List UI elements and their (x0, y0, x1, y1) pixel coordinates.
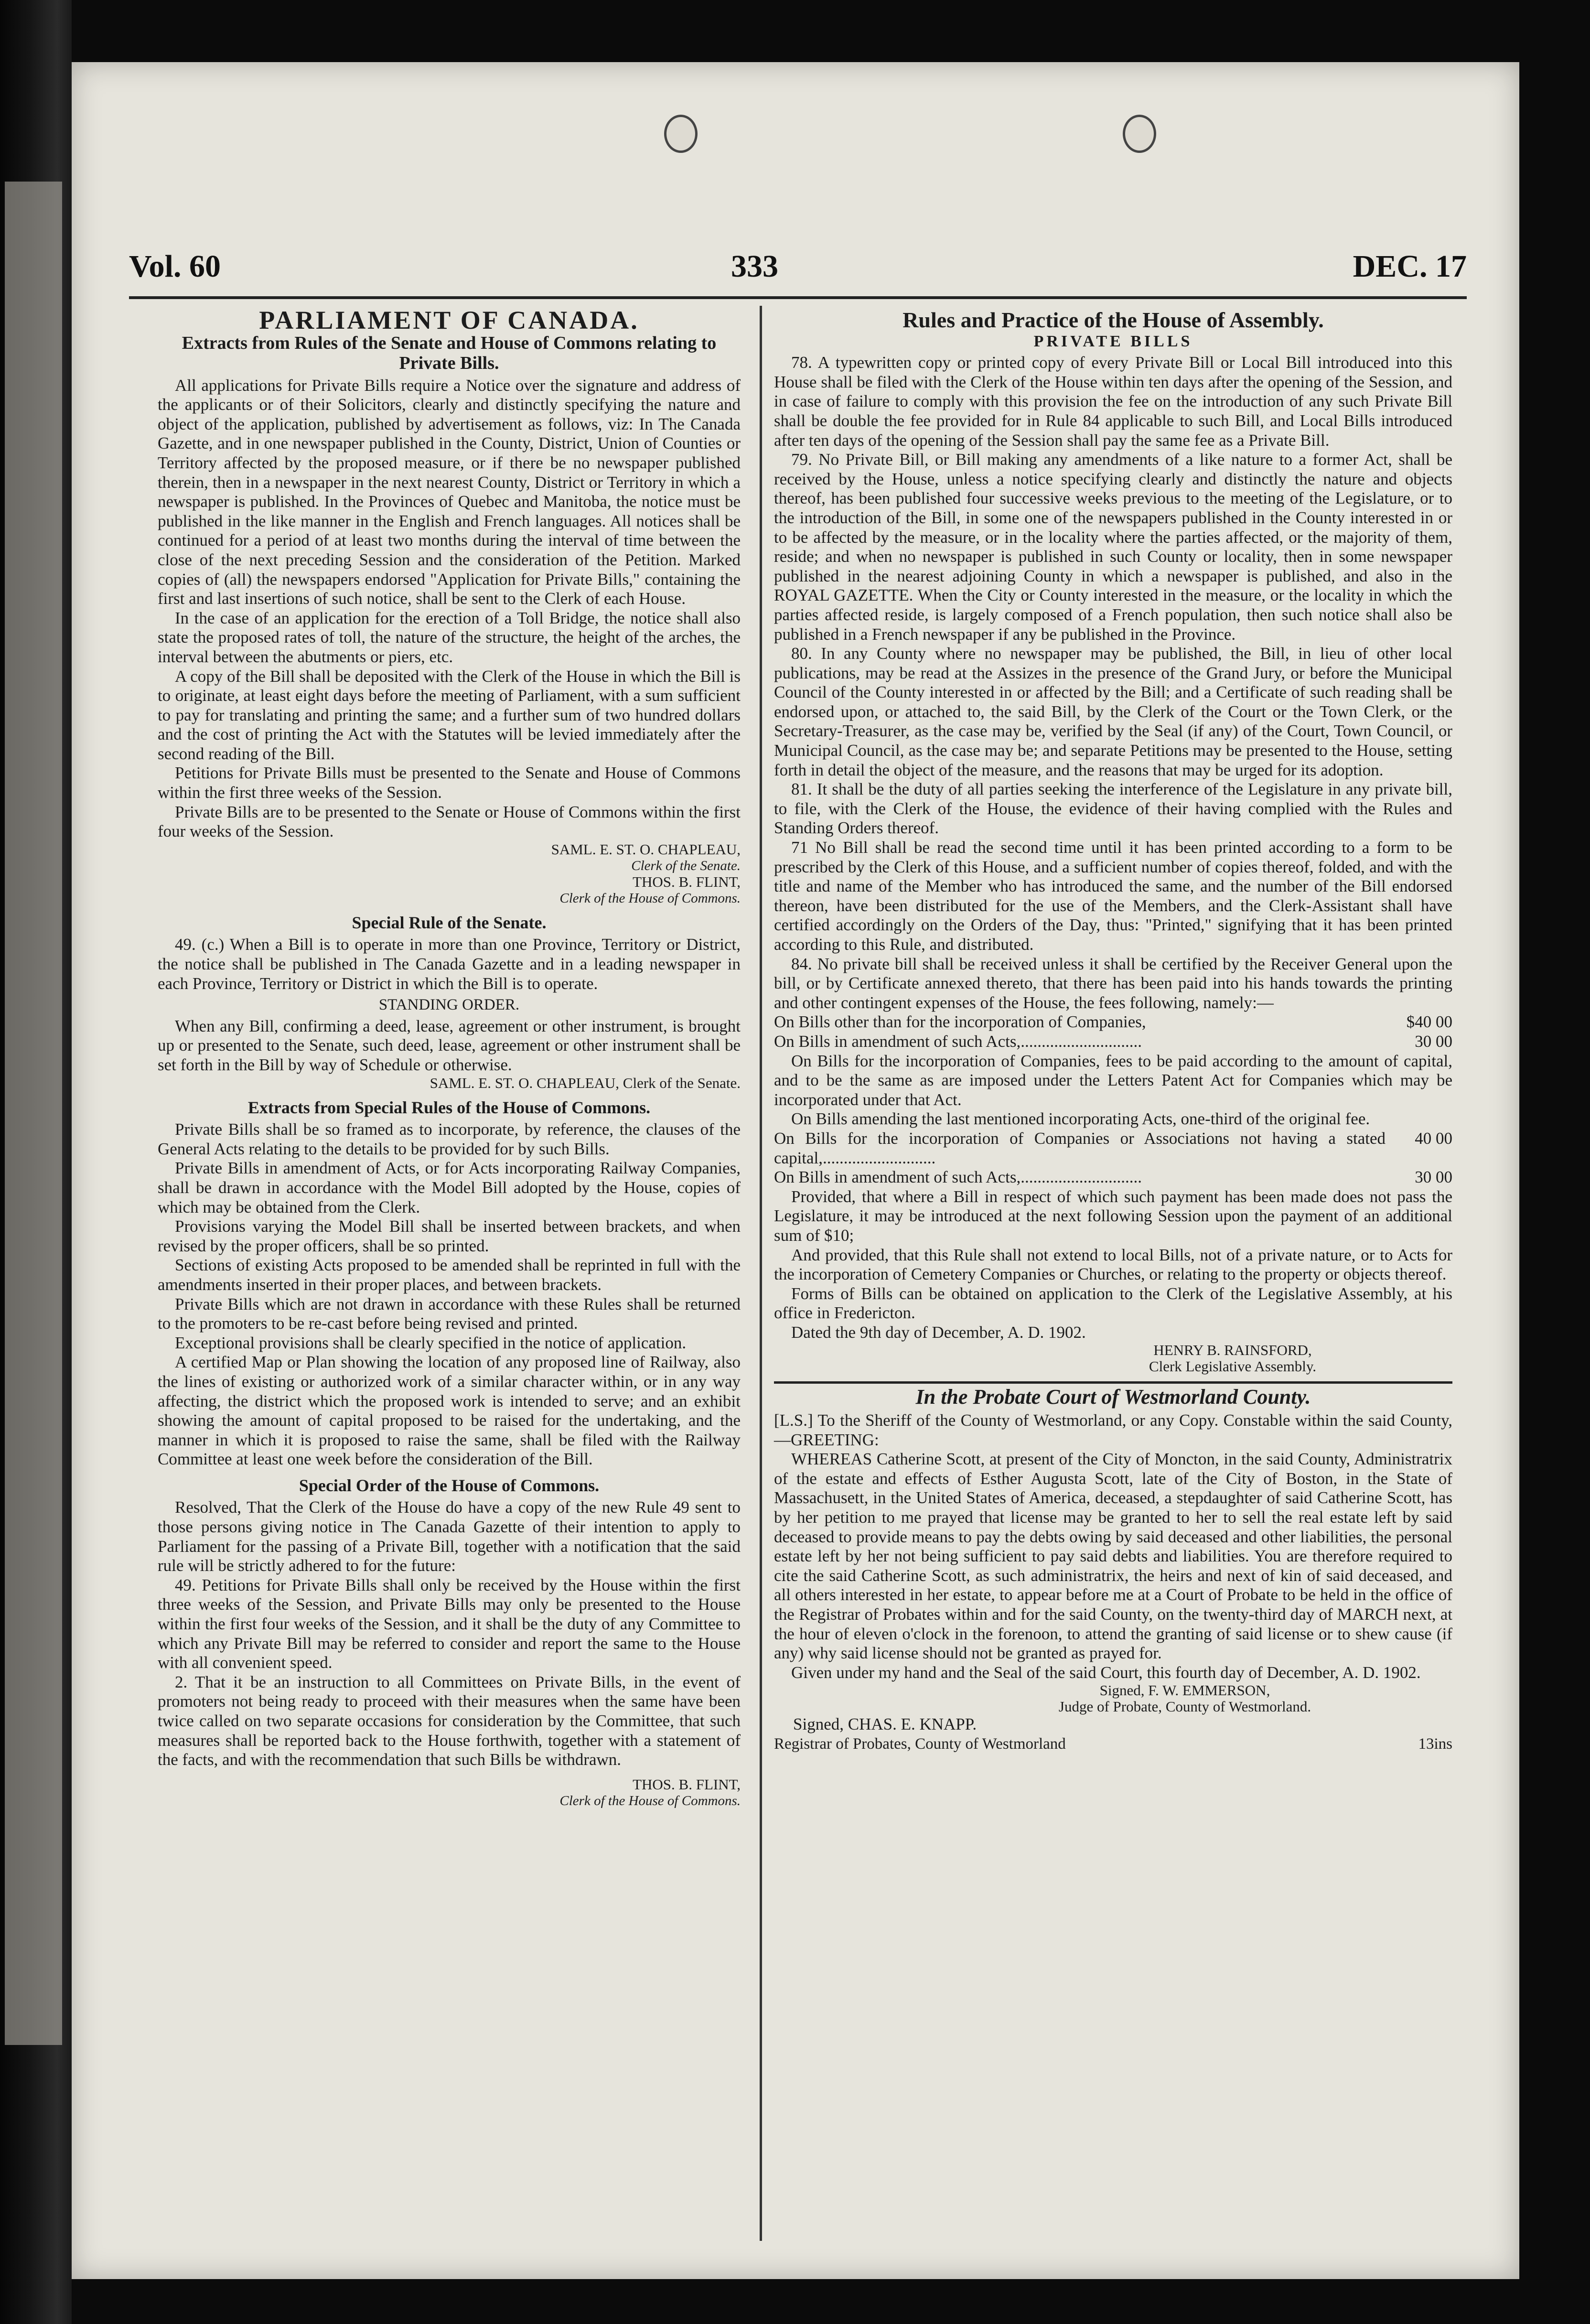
rule-84: 84. No private bill shall be received unless it shall be certified by the Receiver General upon the bill, or by Certificate annexed thereto, that there has been paid into his hands towards the printing and other contingent expenses of the House, the fees following, namely:— (774, 954, 1452, 1012)
rule-81: 81. It shall be the duty of all parties seeking the interference of the Legislature in any private bill, to file, with the Clerk of the House, the evidence of their having complied with the Rules and Standing Orders thereof. (774, 780, 1452, 838)
punch-hole (1123, 115, 1156, 153)
volume-number: Vol. 60 (129, 249, 221, 284)
insertions-count: 13ins (1418, 1735, 1452, 1753)
paragraph: Sections of existing Acts proposed to be amended shall be reprinted in full with the amendments inserted in their proper places, and between brackets. (158, 1256, 741, 1294)
right-column (774, 308, 1452, 1754)
fee-label: On Bills other than for the incorporation of Companies, (774, 1012, 1146, 1032)
paragraph: Exceptional provisions shall be clearly specified in the notice of application. (175, 1333, 687, 1352)
paragraph: When any Bill, confirming a deed, lease, agreement or other instrument, is brought up or presented to the Senate, such deed, lease, agreement or other instrument shall be set forth in the Bill by way of Schedule or otherwise. (158, 1016, 741, 1074)
probate-signature (774, 1682, 1452, 1715)
section-rule (774, 1381, 1452, 1384)
signature-title: Judge of Probate, County of Westmorland. (1058, 1698, 1311, 1715)
paragraph: 49. (c.) When a Bill is to operate in more than one Province, Territory or District, the notice shall be published in The Canada Gazette and in a leading newspaper in each Province, Territory or District in which the Bill is to operate. (158, 935, 741, 993)
fee-paragraph: On Bills amending the last mentioned incorporating Acts, one-third of the original fee. (791, 1109, 1370, 1129)
book-binding (0, 0, 72, 2324)
paragraph: Private Bills which are not drawn in accordance with these Rules shall be returned to the promoters to be re-cast before being revised and printed. (158, 1294, 741, 1333)
fee-row (774, 1168, 1452, 1187)
special-order-title: Special Order of the House of Commons. (299, 1475, 600, 1495)
given-line: Given under my hand and the Seal of the said Court, this fourth day of December, A. D. 1902. (791, 1663, 1421, 1682)
signature-line: SAML. E. ST. O. CHAPLEAU, Clerk of the Senate. (430, 1074, 741, 1091)
signature-name: Signed, F. W. EMMERSON, (1099, 1682, 1270, 1699)
fee-label: On Bills in amendment of such Acts,............................. (774, 1168, 1142, 1187)
signature-block (158, 1776, 741, 1809)
header-rule (129, 296, 1467, 299)
dated-line: Dated the 9th day of December, A. D. 1902. (791, 1323, 1086, 1342)
signature-title: Clerk of the House of Commons. (559, 890, 741, 906)
signature-name: THOS. B. FLINT, (633, 1775, 741, 1793)
paragraph: Resolved, That the Clerk of the House do have a copy of the new Rule 49 sent to those persons giving notice in The Canada Gazette of their intention to apply to Parliament for the passing of a Private Bill, together with a notification that the said rule will be strictly adhered to for the future: (158, 1498, 741, 1575)
whereas-paragraph: WHEREAS Catherine Scott, at present of the City of Moncton, in the said County, Administratrix of the estate and effects of Esther Augusta Scott, late of the City of Boston, in the State of Massachusett, in the United States of America, deceased, a stepdaughter of said Catherine Scott, has by her petition to me prayed that license may be granted to her to sell the real estate left by said deceased to provide means to pay the debts owing by said deceased and other liabilities, the personal estate left by her not being sufficient to pay said debts and liabilities. You are therefore required to cite the said Catherine Scott, as such administratrix, the heirs and next of kin of said deceased, and all others interested in her estate, to appear before me at a Court of Probate to be held in the office of the Registrar of Probates within and for the said County, on the twenty-third day of MARCH next, at the hour of eleven o'clock in the forenoon, to attend the granting of said license or to shew cause (if any) why said license should not be granted as prayed for. (774, 1450, 1452, 1663)
adjacent-page-edge (5, 182, 62, 2045)
signature-name: HENRY B. RAINSFORD, (1153, 1342, 1312, 1359)
registrar-title: Registrar of Probates, County of Westmorland (774, 1735, 1066, 1753)
forms-note: Forms of Bills can be obtained on application to the Clerk of the Legislative Assembly, at his office in Fredericton. (774, 1284, 1452, 1323)
proviso: And provided, that this Rule shall not extend to local Bills, not of a private nature, or to Acts for the incorporation of Cemetery Companies or Churches, or relating to the property or objects thereof. (774, 1245, 1452, 1284)
proviso: Provided, that where a Bill in respect of which such payment has been made does not pass the Legislature, it may be introduced at the next following Session upon the payment of an additional sum of $10; (774, 1187, 1452, 1245)
probate-court-title: In the Probate Court of Westmorland County. (915, 1385, 1311, 1409)
signature-name: Signed, CHAS. E. KNAPP. (793, 1715, 977, 1734)
commons-extracts-title: Extracts from Special Rules of the House of Commons. (247, 1097, 651, 1117)
fee-value: 30 00 (1415, 1168, 1452, 1187)
fee-row (774, 1012, 1452, 1032)
fee-label: On Bills for the incorporation of Companies or Associations not having a stated capital,........................... (774, 1129, 1386, 1167)
signature-block (774, 1342, 1452, 1375)
issue-date: DEC. 17 (1353, 249, 1467, 284)
paragraph: Petitions for Private Bills must be presented to the Senate and House of Commons within the first three weeks of the Session. (158, 764, 741, 802)
fee-paragraph: On Bills for the incorporation of Companies, fees to be paid according to the amount of capital, and to be the same as are imposed under the Letters Patent Act for Companies which may be incorporated under that Act. (774, 1051, 1452, 1109)
standing-order-heading: STANDING ORDER. (378, 996, 520, 1014)
signature-name: SAML. E. ST. O. CHAPLEAU, (551, 840, 741, 858)
fee-value: 30 00 (1415, 1032, 1452, 1051)
paragraph: Private Bills are to be presented to the Senate or House of Commons within the first four weeks of the Session. (158, 802, 741, 841)
rule-80: 80. In any County where no newspaper may be published, the Bill, in lieu of other local publications, may be read at the Assizes in the presence of the Grand Jury, or before the Municipal Council of the County interested in or affected by the Bill; and a Certificate of such reading shall be endorsed upon, or attached to, the said Bill, by the Clerk of the Court or the Town Clerk, or the Secretary-Treasurer, as the case may be, verified by the Seal (if any) of the Court, Town Council, or Municipal Council, as the case may be; and separate Petitions may be presented to the House, setting forth in detail the object of the measure, and the reasons that may be urged for its adoption. (774, 644, 1452, 779)
page-number: 333 (731, 249, 778, 284)
extracts-title: Extracts from Rules of the Senate and House of Commons relating to Private Bills. (182, 333, 717, 373)
paragraph: Provisions varying the Model Bill shall be inserted between brackets, and when revised by the proper officers, shall be so printed. (158, 1217, 741, 1255)
punch-hole (664, 115, 698, 153)
registrar-line (774, 1734, 1452, 1754)
paragraph: Private Bills in amendment of Acts, or for Acts incorporating Railway Companies, shall be drawn in accordance with the Model Bill adopted by the House, copies of which may be obtained from the Clerk. (158, 1159, 741, 1216)
fee-label: On Bills in amendment of such Acts,............................. (774, 1032, 1142, 1051)
rule-79: 79. No Private Bill, or Bill making any amendments of a like nature to a former Act, shall be received by the House, unless a notice specifying clearly and distinctly the nature and objects thereof, has been published four successive weeks previous to the meeting of the Legislature, or to the introduction of the Bill, in some one of the newspapers published in the County interested in or to be affected by the measure, or in the locality where the parties affected, or the majority of them, reside; and when no newspaper is published in such County or locality, then in some newspaper published in the nearest adjoining County in which a newspaper is published, and also in the ROYAL GAZETTE. When the City or County interested in the measure, or the locality in which the parties affected reside, is largely composed of a French population, then such notice shall also be published in a French newspaper if any be published in the Province. (774, 450, 1452, 644)
assembly-rules-title: Rules and Practice of the House of Assembly. (902, 308, 1324, 332)
signature-name: THOS. B. FLINT, (633, 873, 741, 890)
paragraph: In the case of an application for the erection of a Toll Bridge, the notice shall also state the proposed rates of toll, the nature of the structure, the height of the arches, the interval between the abutments or piers, etc. (158, 608, 741, 666)
masthead: PARLIAMENT OF CANADA. (259, 306, 639, 334)
signature-block (158, 841, 741, 906)
fee-row (774, 1032, 1452, 1052)
rule-71: 71 No Bill shall be read the second time until it has been printed according to a form to be prescribed by the Clerk of this House, and a sufficient number of copies thereof, folded, and with the title and name of the Member who has introduced the same, and the number of the Bill endorsed thereon, have been distributed for the use of the Members, and the Clerk-Assistant shall have certified accordingly on the Orders of the Day, thus: "Printed," signifying that it has been printed according to this Rule, and distributed. (774, 838, 1452, 954)
special-rule-senate-title: Special Rule of the Senate. (352, 913, 547, 932)
fee-value: $40 00 (1406, 1012, 1452, 1032)
paragraph: 49. Petitions for Private Bills shall only be received by the House within the first three weeks of the Session, and Private Bills may only be presented to the House within the first four weeks of the Session, and it shall be the duty of any Committee to which any Private Bill may be referred to consider and report the same to the House with all convenient speed. (158, 1575, 741, 1672)
fee-row (774, 1129, 1452, 1168)
signature-title: Clerk Legislative Assembly. (1149, 1358, 1317, 1375)
paragraph: 2. That it be an instruction to all Committees on Private Bills, in the event of promoters not being ready to proceed with their measures when the same have been twice called on two separate occasions for consideration by the Committee, that such measures shall be reported back to the House forthwith, together with a statement of the facts, and with the recommendation that such Bills be withdrawn. (158, 1672, 741, 1769)
fee-value: 40 00 (1415, 1129, 1452, 1148)
rule-78: 78. A typewritten copy or printed copy of every Private Bill or Local Bill introduced into this House shall be filed with the Clerk of the House within ten days after the opening of the Session, and in case of failure to comply with this provision the fee on the introduction of any such Private Bill shall be double the fee provided for in Rule 84 applicable to such Bill, and Local Bills introduced after ten days of the opening of the Session shall pay the same fee as a Private Bill. (774, 353, 1452, 450)
seal-greeting: [L.S.] To the Sheriff of the County of Westmorland, or any Copy. Constable within the said County,—GREETING: (774, 1411, 1452, 1449)
paragraph: A copy of the Bill shall be deposited with the Clerk of the House in which the Bill is to originate, at least eight days before the meeting of Parliament, with a sum sufficient to pay for translating and printing the same; and a further sum of two hundred dollars and the cost of printing the Act with the Statutes will be levied immediately after the second reading of the Bill. (158, 667, 741, 763)
left-column (158, 306, 741, 1809)
private-bills-heading: PRIVATE BILLS (1033, 332, 1193, 350)
paragraph: Private Bills shall be so framed as to incorporate, by reference, the clauses of the General Acts relating to the details to be provided for by such Bills. (158, 1120, 741, 1158)
column-divider (760, 306, 762, 2241)
paragraph: A certified Map or Plan showing the location of any proposed line of Railway, also the lines of existing or authorized work of a similar character within, or in any way affecting, the district which the proposed work is intended to serve; and an exhibit showing the amount of capital proposed to be raised for the undertaking, and the manner in which it is proposed to raise the same, shall be filed with the Railway Committee at least one week before the consideration of the Bill. (158, 1353, 741, 1469)
page-header (129, 248, 1467, 291)
signature-title: Clerk of the Senate. (631, 858, 741, 873)
signature-title: Clerk of the House of Commons. (559, 1793, 741, 1808)
paragraph: All applications for Private Bills require a Notice over the signature and address of the applicants or of their Solicitors, clearly and distinctly specifying the nature and object of the application, published by advertisement as follows, viz: In The Canada Gazette, and in one newspaper published in the County, District, Union of Counties or Territory affected by the proposed measure, or if there be no newspaper published therein, then in a newspaper in the next nearest County, District or Territory in which a newspaper is published. In the Provinces of Quebec and Manitoba, the notice must be published in the like manner in the English and French languages. All notices shall be continued for a period of at least two months during the interval of time between the close of the next preceding Session and the consideration of the Petition. Marked copies of (all) the newspapers endorsed "Application for Private Bills," containing the first and last insertions of such notice, shall be sent to the Clerk of each House. (158, 376, 741, 608)
